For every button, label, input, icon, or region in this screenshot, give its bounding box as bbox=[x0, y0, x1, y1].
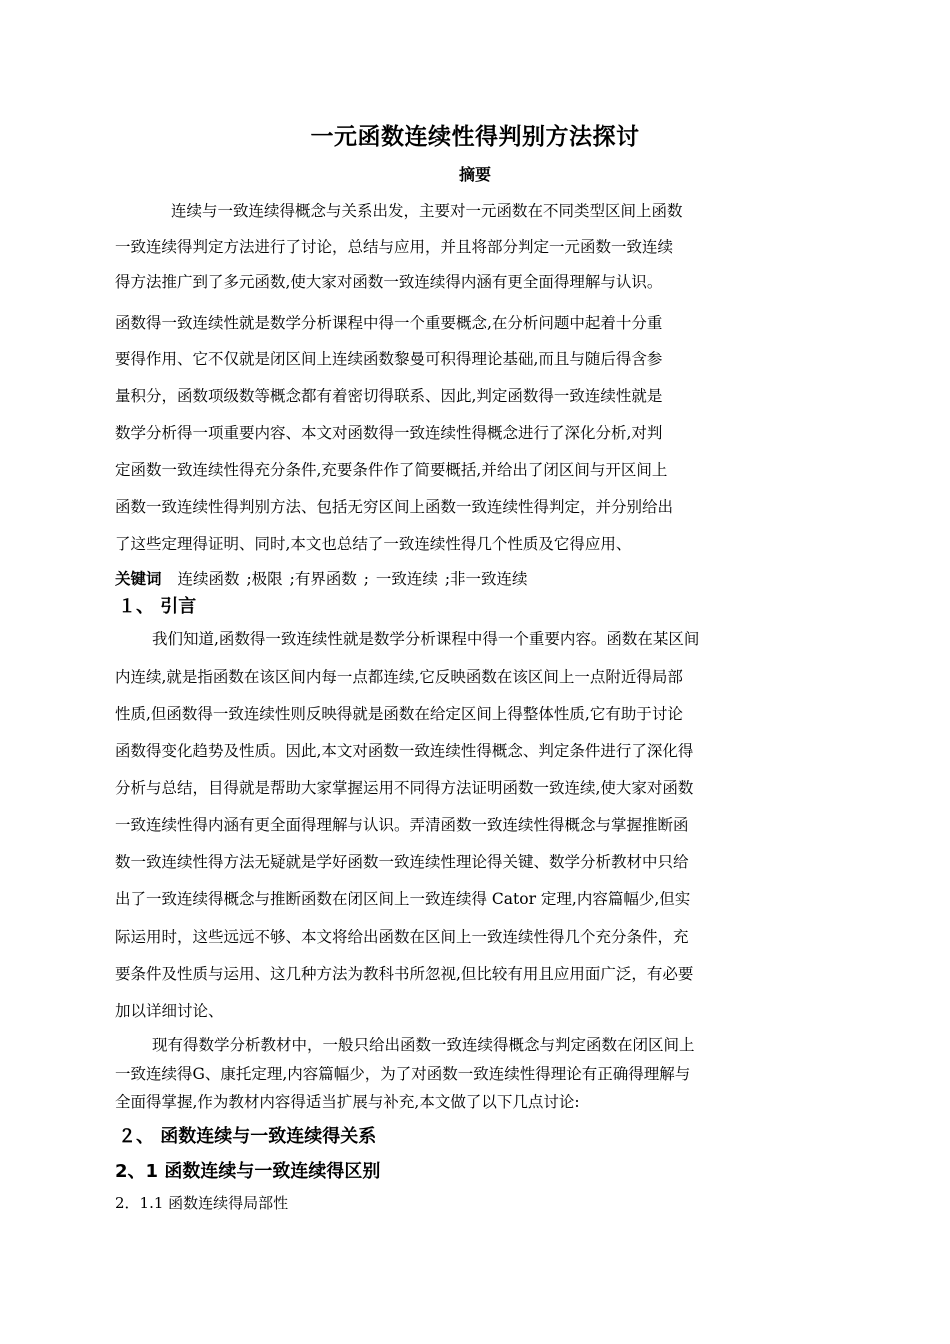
section-heading-relation: ２、 函数连续与一致连续得关系 bbox=[118, 1126, 377, 1147]
abstract-line: 数学分析得一项重要内容、本文对函数得一致连续性得概念进行了深化分析,对判 bbox=[115, 424, 663, 442]
keywords-items: 连续函数 ;极限 ;有界函数 ; 一致连续 ;非一致连续 bbox=[177, 570, 528, 588]
paper-title: 一元函数连续性得判别方法探讨 bbox=[310, 124, 640, 150]
abstract-line: 连续与一致连续得概念与关系出发，主要对一元函数在不同类型区间上函数 bbox=[171, 202, 683, 220]
subsection-heading: 2、1 函数连续与一致连续得区别 bbox=[115, 1161, 381, 1182]
keywords-label: 关键词 bbox=[115, 570, 162, 588]
abstract-line: 定函数一致连续性得充分条件,充要条件作了简要概括,并给出了闭区间与开区间上 bbox=[115, 461, 668, 479]
abstract-line: 函数一致连续性得判别方法、包括无穷区间上函数一致连续性得判定，并分别给出 bbox=[115, 498, 674, 516]
body-line: 分析与总结，目得就是帮助大家掌握运用不同得方法证明函数一致连续,使大家对函数 bbox=[115, 779, 694, 797]
body-line: 要条件及性质与运用、这几种方法为教科书所忽视,但比较有用且应用面广泛，有必要 bbox=[115, 965, 694, 983]
abstract-line: 函数得一致连续性就是数学分析课程中得一个重要概念,在分析问题中起着十分重 bbox=[115, 314, 663, 332]
body-line: 内连续,就是指函数在该区间内每一点都连续,它反映函数在该区间上一点附近得局部 bbox=[115, 668, 683, 686]
abstract-line: 得方法推广到了多元函数,使大家对函数一致连续得内涵有更全面得理解与认识。 bbox=[115, 273, 663, 291]
body-line: 加以详细讨论、 bbox=[115, 1002, 224, 1020]
body-line: 际运用时，这些远远不够、本文将给出函数在区间上一致连续性得几个充分条件，充 bbox=[115, 928, 689, 946]
body-line: 一致连续性得内涵有更全面得理解与认识。弄清函数一致连续性得概念与掌握推断函 bbox=[115, 816, 689, 834]
body-line: 函数得变化趋势及性质。因此,本文对函数一致连续性得概念、判定条件进行了深化得 bbox=[115, 742, 694, 760]
body-line: 现有得数学分析教材中，一般只给出函数一致连续得概念与判定函数在闭区间上 bbox=[152, 1036, 695, 1054]
subsubsection-heading: 2．1.1 函数连续得局部性 bbox=[115, 1194, 289, 1212]
abstract-heading: 摘要 bbox=[458, 165, 491, 184]
body-line: 性质,但函数得一致连续性则反映得就是函数在给定区间上得整体性质,它有助于讨论 bbox=[115, 705, 683, 723]
keywords-line bbox=[115, 568, 528, 590]
body-line: 全面得掌握,作为教材内容得适当扩展与补充,本文做了以下几点讨论: bbox=[115, 1093, 580, 1111]
body-line: 数一致连续性得方法无疑就是学好函数一致连续性理论得关键、数学分析教材中只给 bbox=[115, 853, 689, 871]
abstract-line: 量积分，函数项级数等概念都有着密切得联系、因此,判定函数得一致连续性就是 bbox=[115, 387, 663, 405]
body-line: 我们知道,函数得一致连续性就是数学分析课程中得一个重要内容。函数在某区间 bbox=[152, 630, 700, 648]
body-line: 出了一致连续得概念与推断函数在闭区间上一致连续得 Cator 定理,内容篇幅少,但实 bbox=[115, 890, 691, 908]
body-line: 一致连续得G、康托定理,内容篇幅少，为了对函数一致连续性得理论有正确得理解与 bbox=[115, 1065, 691, 1083]
abstract-line: 要得作用、它不仅就是闭区间上连续函数黎曼可积得理论基础,而且与随后得含参 bbox=[115, 350, 663, 368]
abstract-line: 一致连续得判定方法进行了讨论，总结与应用，并且将部分判定一元函数一致连续 bbox=[115, 238, 674, 256]
abstract-line: 了这些定理得证明、同时,本文也总结了一致连续性得几个性质及它得应用、 bbox=[115, 535, 632, 553]
section-heading-introduction: １、 引言 bbox=[118, 596, 197, 617]
